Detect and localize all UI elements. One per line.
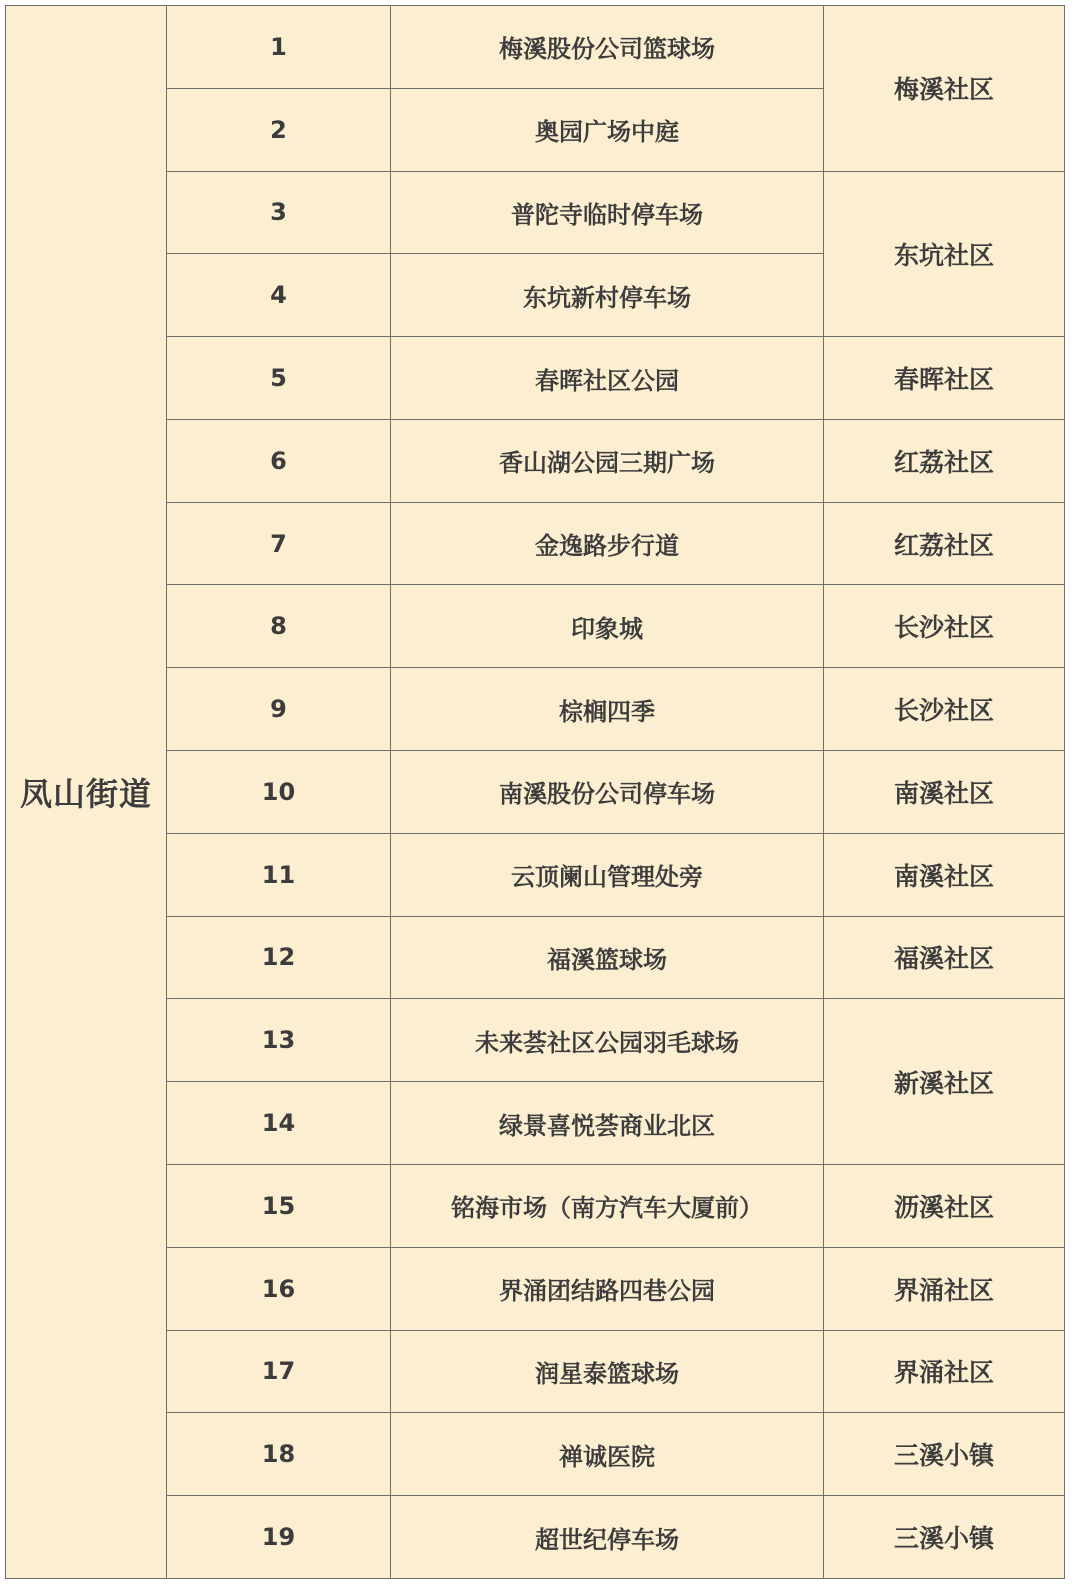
site-name-cell: 印象城 xyxy=(391,585,824,668)
community-cell: 红荔社区 xyxy=(824,419,1065,502)
community-cell: 南溪社区 xyxy=(824,751,1065,834)
row-number-cell: 17 xyxy=(167,1330,391,1413)
community-cell: 南溪社区 xyxy=(824,833,1065,916)
site-name-cell: 东坑新村停车场 xyxy=(391,254,824,337)
community-cell: 三溪小镇 xyxy=(824,1496,1065,1579)
row-number-cell: 4 xyxy=(167,254,391,337)
testing-sites-table xyxy=(5,5,1065,1579)
community-cell: 春晖社区 xyxy=(824,337,1065,420)
site-name-cell: 棕榈四季 xyxy=(391,668,824,751)
site-name-cell: 南溪股份公司停车场 xyxy=(391,751,824,834)
row-number-cell: 11 xyxy=(167,833,391,916)
site-name-cell: 铭海市场（南方汽车大厦前） xyxy=(391,1164,824,1247)
site-name-cell: 界涌团结路四巷公园 xyxy=(391,1247,824,1330)
row-number-cell: 16 xyxy=(167,1247,391,1330)
site-name-cell: 金逸路步行道 xyxy=(391,502,824,585)
row-number-cell: 13 xyxy=(167,999,391,1082)
row-number-cell: 1 xyxy=(167,6,391,89)
row-number-cell: 9 xyxy=(167,668,391,751)
community-cell: 东坑社区 xyxy=(824,171,1065,337)
row-number-cell: 10 xyxy=(167,751,391,834)
site-name-cell: 香山湖公园三期广场 xyxy=(391,419,824,502)
community-cell: 长沙社区 xyxy=(824,585,1065,668)
row-number-cell: 5 xyxy=(167,337,391,420)
table-row xyxy=(6,6,1065,89)
site-name-cell: 超世纪停车场 xyxy=(391,1496,824,1579)
row-number-cell: 15 xyxy=(167,1164,391,1247)
row-number-cell: 2 xyxy=(167,88,391,171)
row-number-cell: 18 xyxy=(167,1413,391,1496)
site-name-cell: 普陀寺临时停车场 xyxy=(391,171,824,254)
row-number-cell: 3 xyxy=(167,171,391,254)
row-number-cell: 19 xyxy=(167,1496,391,1579)
street-name-cell: 凤山街道 xyxy=(6,6,167,1579)
site-name-cell: 未来荟社区公园羽毛球场 xyxy=(391,999,824,1082)
community-cell: 福溪社区 xyxy=(824,916,1065,999)
site-name-cell: 奥园广场中庭 xyxy=(391,88,824,171)
site-name-cell: 春晖社区公园 xyxy=(391,337,824,420)
community-cell: 红荔社区 xyxy=(824,502,1065,585)
community-cell: 梅溪社区 xyxy=(824,6,1065,172)
row-number-cell: 8 xyxy=(167,585,391,668)
row-number-cell: 6 xyxy=(167,419,391,502)
site-name-cell: 润星泰篮球场 xyxy=(391,1330,824,1413)
site-name-cell: 梅溪股份公司篮球场 xyxy=(391,6,824,89)
site-name-cell: 福溪篮球场 xyxy=(391,916,824,999)
row-number-cell: 12 xyxy=(167,916,391,999)
community-cell: 界涌社区 xyxy=(824,1247,1065,1330)
community-cell: 长沙社区 xyxy=(824,668,1065,751)
row-number-cell: 7 xyxy=(167,502,391,585)
site-name-cell: 绿景喜悦荟商业北区 xyxy=(391,1082,824,1165)
community-cell: 界涌社区 xyxy=(824,1330,1065,1413)
community-cell: 沥溪社区 xyxy=(824,1164,1065,1247)
row-number-cell: 14 xyxy=(167,1082,391,1165)
site-name-cell: 禅诚医院 xyxy=(391,1413,824,1496)
community-cell: 新溪社区 xyxy=(824,999,1065,1165)
community-cell: 三溪小镇 xyxy=(824,1413,1065,1496)
site-name-cell: 云顶阑山管理处旁 xyxy=(391,833,824,916)
